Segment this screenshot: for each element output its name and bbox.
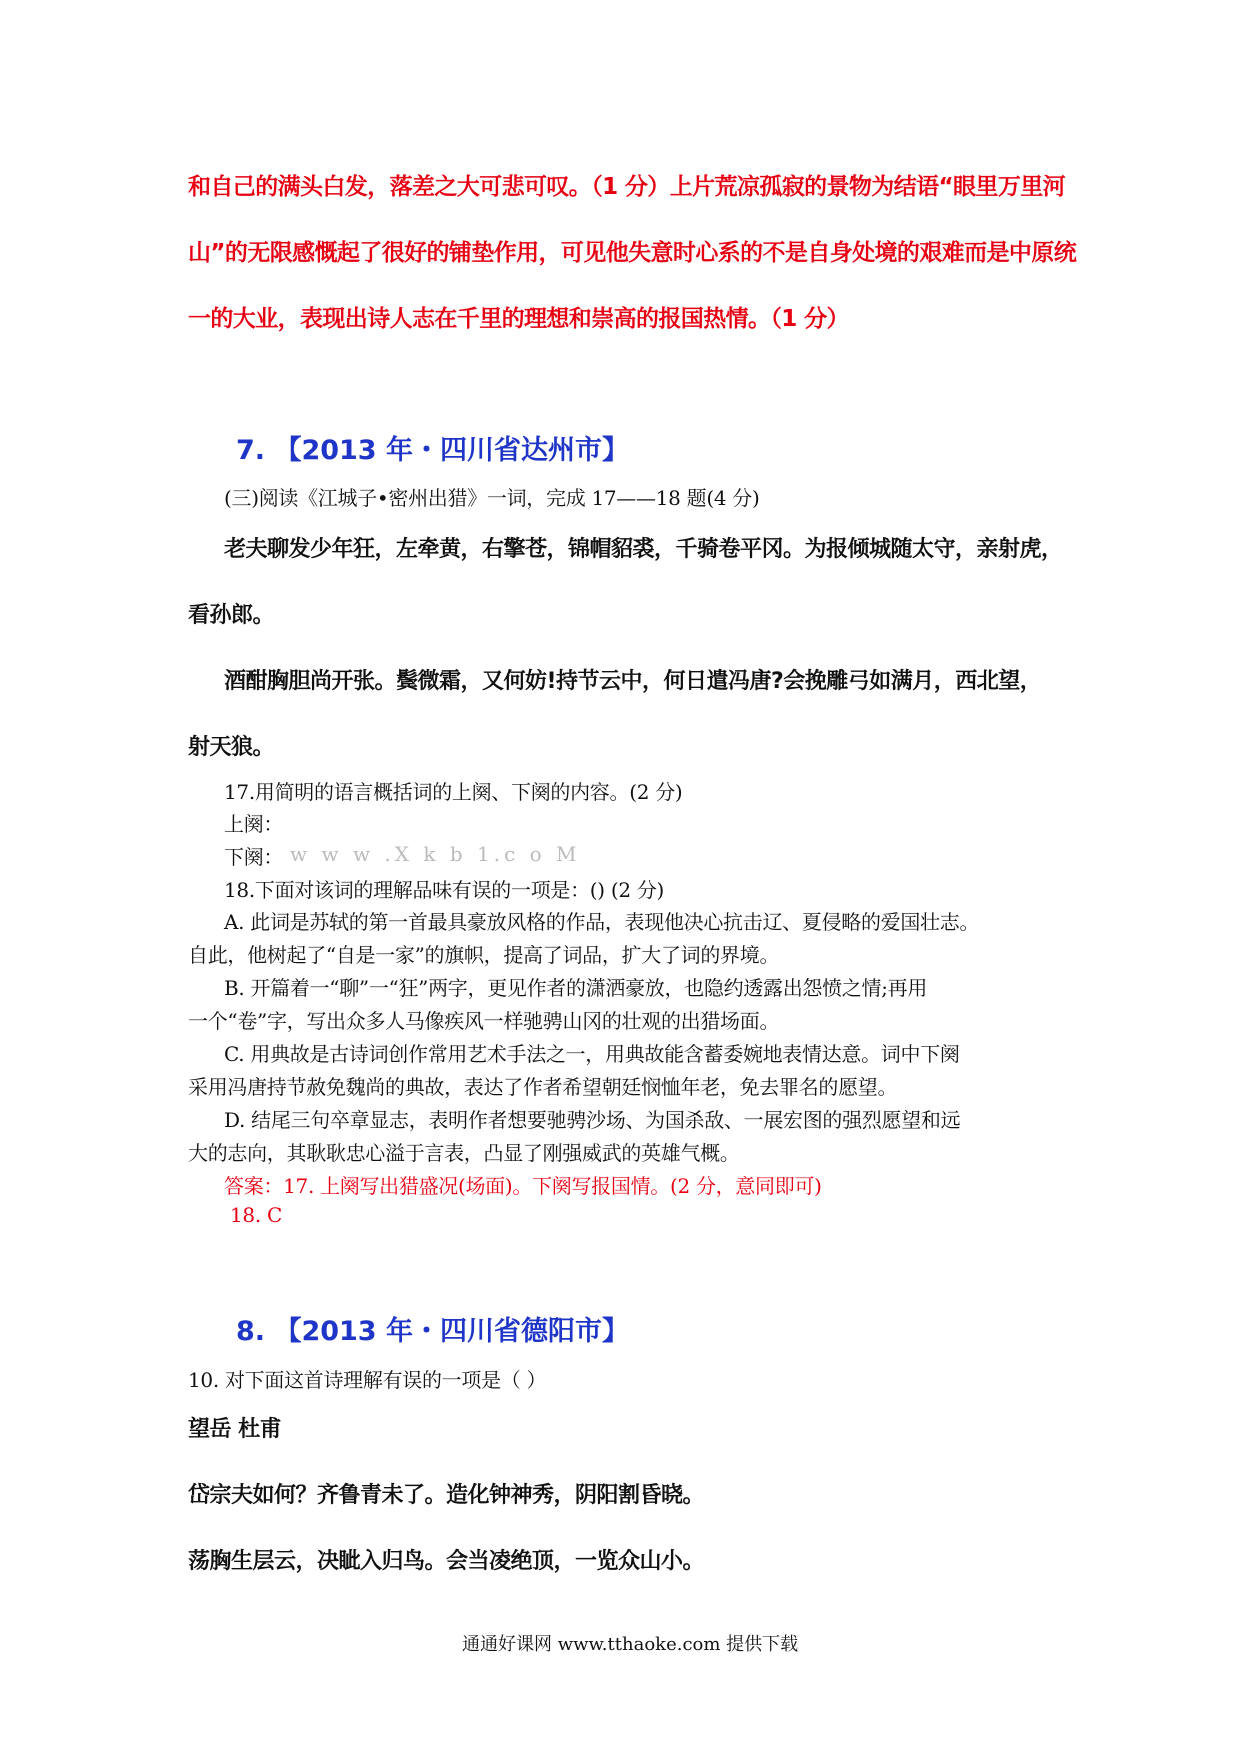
poem-line: 岱宗夫如何？齐鲁青未了。造化钟神秀，阴阳割昏晓。 xyxy=(188,1483,705,1508)
option-a-cont: 自此，他树起了“自是一家”的旗帜，提高了词品，扩大了词的界境。 xyxy=(188,943,780,967)
question-17-upper-label: 上阕： xyxy=(224,812,284,836)
answer-text-line: 山”的无限感慨起了很好的铺垫作用，可见他失意时心系的不是自身处境的艰难而是中原统 xyxy=(188,240,1077,266)
poem-line: 荡胸生层云，决眦入归鸟。会当凌绝顶，一览众山小。 xyxy=(188,1549,705,1574)
option-c: C. 用典故是古诗词创作常用艺术手法之一，用典故能含蓄委婉地表情达意。词中下阕 xyxy=(224,1042,960,1066)
question-18: 18.下面对该词的理解品味有误的一项是：() (2 分) xyxy=(224,878,665,902)
poem-line: 看孙郎。 xyxy=(188,603,275,628)
option-a: A. 此词是苏轼的第一首最具豪放风格的作品，表现他决心抗击辽、夏侵略的爱国壮志。 xyxy=(224,910,980,934)
option-b: B. 开篇着一“聊”一“狂”两字，更见作者的潇洒豪放，也隐约透露出怨愤之情;再用 xyxy=(224,976,928,1000)
question-17: 17.用简明的语言概括词的上阕、下阕的内容。(2 分) xyxy=(224,780,683,804)
watermark: w w w .X k b 1.c o M xyxy=(290,842,581,866)
poem-title: 望岳 杜甫 xyxy=(188,1417,282,1442)
answer-text-line: 和自己的满头白发，落差之大可悲可叹。（1 分）上片荒凉孤寂的景物为结语“眼里万里河 xyxy=(188,174,1066,200)
reading-intro: (三)阅读《江城子•密州出猎》一词，完成 17——18 题(4 分) xyxy=(224,486,760,510)
option-d-cont: 大的志向，其耿耿忠心溢于言表，凸显了刚强威武的英雄气概。 xyxy=(188,1141,740,1165)
answer-text-line: 一的大业，表现出诗人志在千里的理想和崇高的报国热情。（1 分） xyxy=(188,306,849,332)
poem-line: 老夫聊发少年狂，左牵黄，右擎苍，锦帽貂裘，千骑卷平冈。为报倾城随太守，亲射虎， xyxy=(224,537,1063,562)
question-17-lower-label: 下阕： xyxy=(224,845,284,869)
answer-18: 18. C xyxy=(230,1203,282,1227)
answer-17: 答案：17. 上阕写出猎盛况(场面)。下阕写报国情。(2 分，意同即可) xyxy=(224,1174,822,1198)
option-c-cont: 采用冯唐持节赦免魏尚的典故，表达了作者希望朝廷悯恤年老，免去罪名的愿望。 xyxy=(188,1075,898,1099)
question-10: 10. 对下面这首诗理解有误的一项是（ ） xyxy=(188,1368,547,1392)
option-b-cont: 一个“卷”字，写出众多人马像疾风一样驰骋山冈的壮观的出猎场面。 xyxy=(188,1009,780,1033)
section-heading-8: 8. 【2013 年・四川省德阳市】 xyxy=(236,1316,629,1347)
option-d: D. 结尾三句卒章显志，表明作者想要驰骋沙场、为国杀敌、一展宏图的强烈愿望和远 xyxy=(224,1108,961,1132)
poem-line: 射天狼。 xyxy=(188,735,275,760)
poem-line: 酒酣胸胆尚开张。鬓微霜，又何妨!持节云中，何日遣冯唐?会挽雕弓如满月，西北望， xyxy=(224,669,1042,694)
page-footer: 通通好课网 www.tthaoke.com 提供下载 xyxy=(462,1634,799,1655)
section-heading-7: 7. 【2013 年・四川省达州市】 xyxy=(236,435,629,466)
